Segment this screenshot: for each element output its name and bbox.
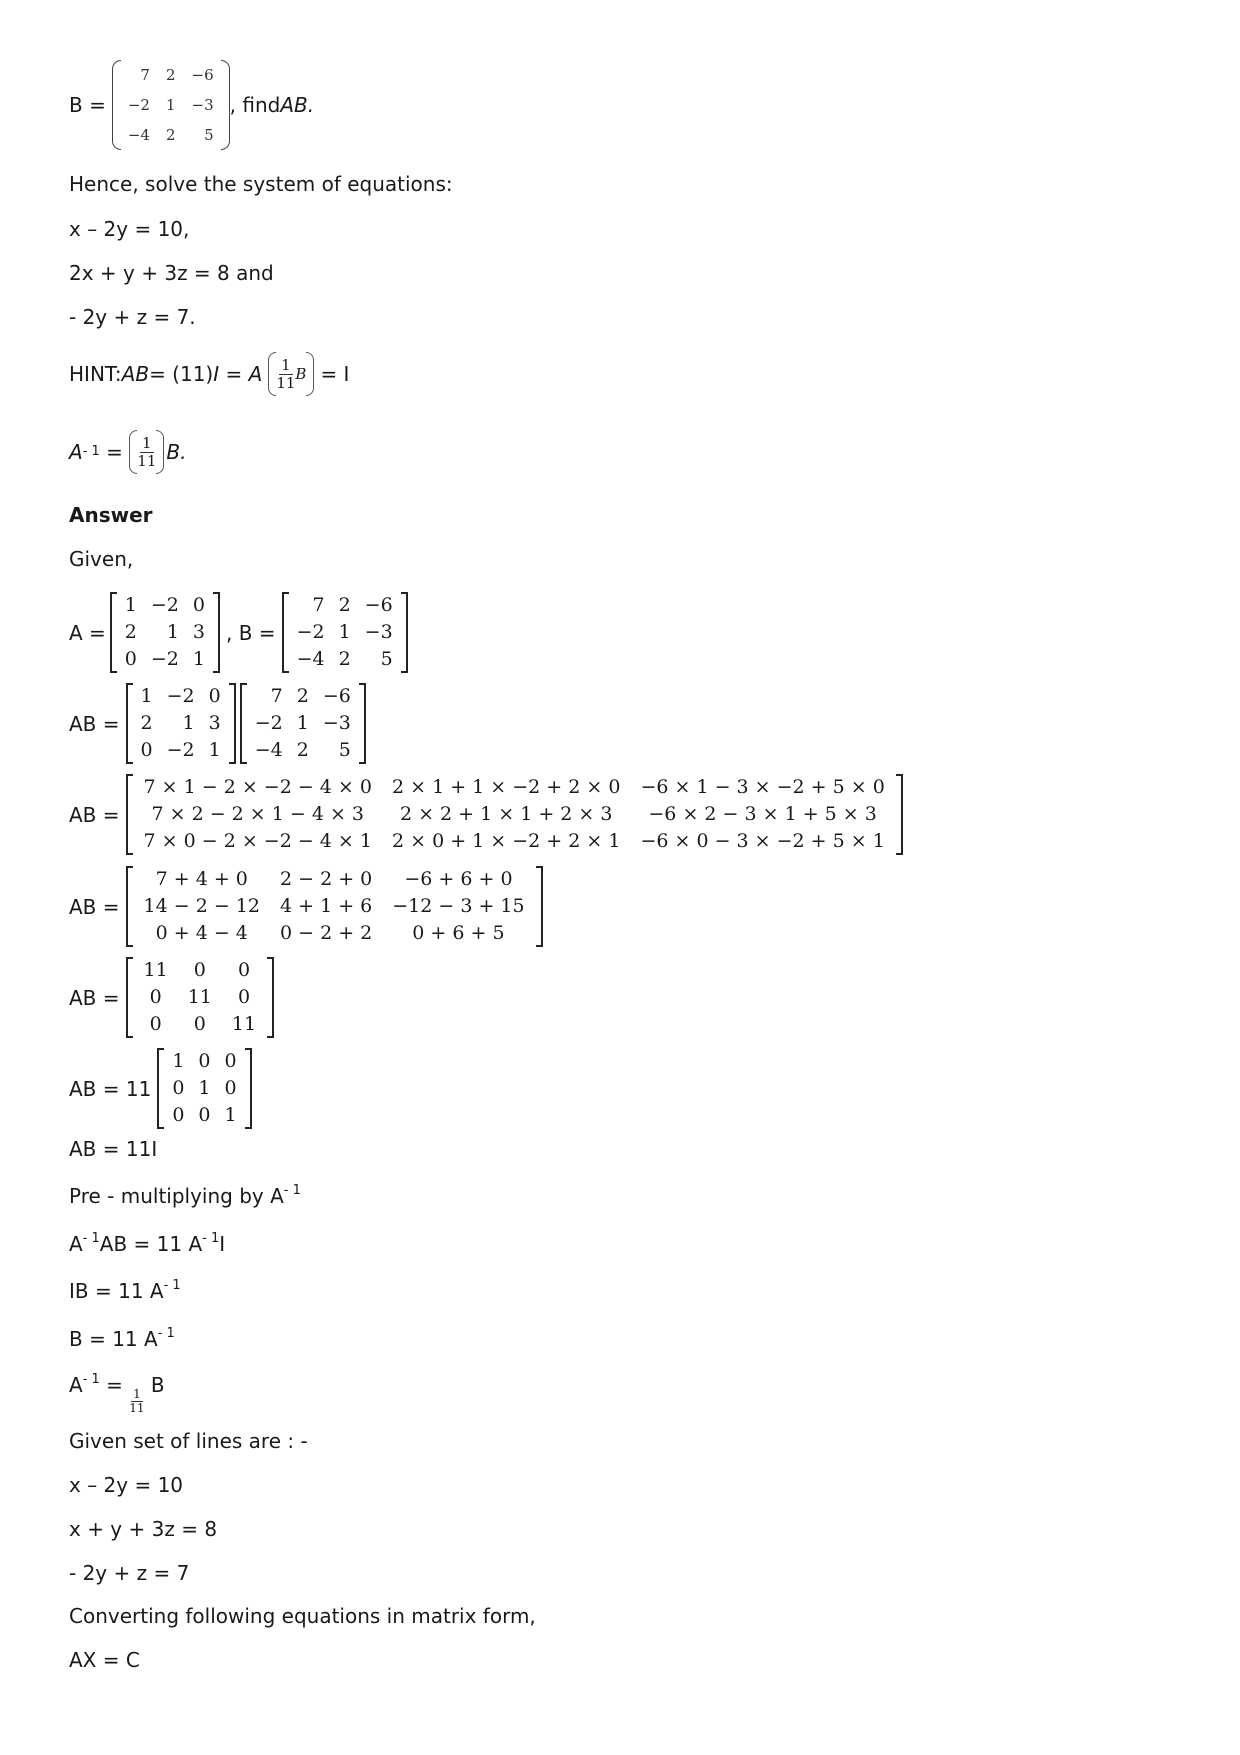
ab-expanded-table [134,774,895,855]
matrix-cell: 0 [193,1013,206,1035]
hint-mid: = (11) [149,362,214,386]
matrix-cell: 0 [172,1104,185,1126]
inv-den: 11 [137,451,157,470]
matrix-cell: −6 × 2 − 3 × 1 + 5 × 3 [648,803,877,825]
pre-multiply-line [69,1183,301,1209]
matrix-row [165,1102,243,1129]
line-eq-1: x – 2y = 10 [69,1473,184,1497]
matrix-cell: 0 [149,1013,162,1035]
matrix-cell: −2 [127,96,150,114]
pre-multiply-text: Pre - multiplying by A [69,1184,284,1208]
matrix-row [165,1048,243,1075]
step-1-sup-2: - 1 [202,1231,220,1246]
matrix-cell: 2 − 2 + 0 [279,868,373,890]
hint-den: 11 [276,373,296,392]
ab-11i: AB = 11I [69,1137,158,1161]
matrix-cell: −6 × 1 − 3 × −2 + 5 × 0 [640,776,885,798]
matrix-row [134,1011,267,1038]
matrix-cell: 2 × 0 + 1 × −2 + 2 × 1 [391,830,621,852]
convert-text: Converting following equations in matrix form, [69,1604,536,1628]
step-4-a: A [69,1373,83,1397]
matrix-cell: −4 [127,126,150,144]
matrix-cell: 3 [192,621,205,643]
matrix-cell: 0 [140,739,153,761]
matrix-cell: 5 [380,648,393,670]
matrix-row [290,619,400,646]
matrix-row [134,957,267,984]
matrix-cell: 2 [165,66,176,84]
matrix-cell: 3 [208,712,221,734]
matrix-cell: 5 [204,126,214,144]
matrix-cell: −3 [322,712,351,734]
matrix-cell: 0 [224,1077,237,1099]
ab-a-matrix-table [134,683,228,764]
hence-text: Hence, solve the system of equations: [69,172,453,196]
matrix-row [248,710,358,737]
ab-identity-line [69,1048,252,1129]
matrix-cell: 2 [296,739,309,761]
matrix-cell: −2 [296,621,325,643]
matrix-cell: 0 [237,986,251,1008]
matrix-row [118,646,212,673]
ab-label-2: AB = [69,802,120,827]
matrix-cell: 11 [143,959,168,981]
given-text: Given, [69,547,134,571]
b-matrix-table [120,60,222,150]
matrix-cell: 11 [231,1013,257,1035]
matrix-cell: 7 [312,594,325,616]
matrix-cell: 1 [338,621,351,643]
equation-1: x – 2y = 10, [69,217,190,241]
matrix-row [134,893,535,920]
matrix-cell: 1 [165,96,176,114]
matrix-row [290,592,400,619]
hint-eq: = [219,362,249,386]
matrix-cell: 1 [124,594,137,616]
ab-expanded-line [69,774,903,855]
find-var: AB. [280,93,315,117]
step-3-sup: - 1 [157,1326,175,1341]
matrix-cell: 1 [198,1077,211,1099]
matrix-cell: 2 [124,621,137,643]
pre-multiply-sup: - 1 [283,1183,301,1198]
hint-end: = I [320,362,350,386]
matrix-cell: −6 × 0 − 3 × −2 + 5 × 1 [640,830,885,852]
b-label: B = [69,93,106,117]
step-4-sup: - 1 [82,1372,100,1387]
matrix-cell: −2 [166,739,195,761]
matrix-cell: 0 − 2 + 2 [279,922,373,944]
inv-b: B. [166,440,187,464]
matrix-row [290,646,400,673]
matrix-row [120,90,222,120]
matrix-cell: −3 [191,96,214,114]
matrix-cell: 0 + 6 + 5 [412,922,505,944]
matrix-cell: 0 [192,594,205,616]
matrix-cell: 1 [224,1104,237,1126]
ab-result-matrix [126,957,275,1038]
step-1-b: AB = 11 A [99,1232,203,1256]
matrix-row [134,828,895,855]
matrix-cell: 2 [140,712,153,734]
step-2-sup: - 1 [163,1278,181,1293]
matrix-cell: −2 [150,648,179,670]
step-4 [69,1372,165,1415]
matrix-cell: −6 [191,66,214,84]
matrix-row [118,592,212,619]
matrix-cell: 1 [296,712,309,734]
matrix-row [165,1075,243,1102]
matrix-cell: 1 [192,648,205,670]
matrix-cell: 2 [165,126,176,144]
ab-product-line [69,683,366,764]
matrix-cell: 2 × 2 + 1 × 1 + 2 × 3 [399,803,613,825]
matrix-cell: 0 [193,959,206,981]
matrix-cell: 1 [140,685,153,707]
matrix-cell: 0 [198,1104,211,1126]
equation-3: - 2y + z = 7. [69,305,196,329]
question-b-matrix-line [69,60,314,150]
hint-line [69,350,349,398]
matrix-cell: −6 [364,594,393,616]
step-1 [69,1231,225,1257]
matrix-cell: 7 [270,685,283,707]
b-matrix [112,60,230,150]
matrix-cell: −6 [322,685,351,707]
ab-label-1: AB = [69,711,120,736]
matrix-cell: 7 × 0 − 2 × −2 − 4 × 1 [143,830,372,852]
matrix-row [120,60,222,90]
equation-2: 2x + y + 3z = 8 and [69,261,274,285]
matrix-row [118,619,212,646]
matrix-cell: 2 [338,594,351,616]
ab-summed-matrix [126,866,543,947]
matrix-row [134,737,228,764]
matrix-cell: −6 + 6 + 0 [404,868,513,890]
ab-label-4: AB = [69,985,120,1010]
find-text: , find [229,93,281,117]
inv-a: A [69,440,83,464]
ab-expanded-matrix [126,774,903,855]
b-matrix-answer-table [290,592,400,673]
step-2-text: IB = 11 A [69,1279,164,1303]
step-1-sup-1: - 1 [82,1231,100,1246]
hint-num: 1 [281,355,291,374]
matrix-cell: 0 [237,959,251,981]
step-1-a: A [69,1232,83,1256]
ab-label-3: AB = [69,894,120,919]
matrix-cell: 1 [182,712,195,734]
matrix-row [134,920,535,947]
matrix-cell: 0 + 4 − 4 [155,922,248,944]
ab-result-table [134,957,267,1038]
hint-fraction [276,357,295,392]
ab-result-line [69,957,274,1038]
matrix-cell: −3 [364,621,393,643]
identity-matrix [157,1048,251,1129]
matrix-cell: 14 − 2 − 12 [143,895,260,917]
matrix-cell: 7 [140,66,150,84]
hint-label: HINT: [69,362,122,386]
matrix-cell: 4 + 1 + 6 [279,895,373,917]
inv-eq: = [99,440,130,464]
matrix-row [134,801,895,828]
matrix-cell: 1 [172,1050,185,1072]
b-matrix-answer [282,592,408,673]
matrix-cell: 0 [124,648,137,670]
a-matrix [110,592,220,673]
matrix-cell: −4 [254,739,283,761]
matrix-cell: 2 [296,685,309,707]
matrix-cell: 1 [208,739,221,761]
matrix-cell: 0 [208,685,221,707]
matrix-cell: 7 + 4 + 0 [155,868,248,890]
matrix-row [248,683,358,710]
line-eq-2: x + y + 3z = 8 [69,1517,218,1541]
identity-table [165,1048,243,1129]
step-4-eq: = [99,1373,130,1397]
matrix-cell: 0 [224,1050,237,1072]
axc-text: AX = C [69,1648,140,1672]
line-eq-3: - 2y + z = 7 [69,1561,190,1585]
ab-summed-line [69,866,543,947]
matrix-row [134,710,228,737]
matrix-cell: 0 [198,1050,211,1072]
hint-a: A [248,362,263,386]
matrix-cell: 5 [338,739,351,761]
matrix-cell: 1 [166,621,179,643]
ab-b-matrix [240,683,366,764]
step-1-c: I [219,1232,226,1256]
matrix-cell: 2 × 1 + 1 × −2 + 2 × 0 [391,776,621,798]
a-label: A = [69,620,106,645]
comma-b-label: , B = [226,620,276,645]
a-matrix-table [118,592,212,673]
inverse-hint-line: A - 1 = $\frac{1}{11}$ B. [69,428,186,476]
hint-b: B [295,365,307,383]
matrix-cell: 2 [338,648,351,670]
ab-a-matrix [126,683,236,764]
step-4-b: B [144,1373,165,1397]
matrix-cell: −12 − 3 + 15 [392,895,525,917]
hint-paren [268,350,314,398]
matrix-row [134,866,535,893]
matrix-cell: −2 [166,685,195,707]
step-4-num: 1 [133,1387,141,1401]
step-2 [69,1278,181,1304]
hint-ab: AB [121,362,150,386]
step-3-text: B = 11 A [69,1327,158,1351]
matrix-cell: 0 [149,986,162,1008]
step-4-fraction [129,1388,144,1415]
inv-paren [129,428,164,476]
matrix-row [134,683,228,710]
matrix-cell: 11 [187,986,212,1008]
inv-num: 1 [142,433,152,452]
lines-intro: Given set of lines are : - [69,1429,308,1453]
matrix-cell: −2 [254,712,283,734]
answer-heading: Answer [69,503,153,527]
inv-fraction [137,435,156,470]
matrix-cell: −2 [150,594,179,616]
matrix-row [248,737,358,764]
matrix-cell: 0 [172,1077,185,1099]
matrix-cell: −4 [296,648,325,670]
matrix-cell: 7 × 1 − 2 × −2 − 4 × 0 [143,776,372,798]
ab-summed-table [134,866,535,947]
hint-i: I [213,362,220,386]
ab-b-matrix-table [248,683,358,764]
matrix-row [134,984,267,1011]
matrix-row [134,774,895,801]
ab-11-label: AB = 11 [69,1076,152,1101]
given-matrices-line [69,592,408,673]
matrix-row [120,120,222,150]
step-4-den: 11 [129,1401,145,1415]
step-3 [69,1326,175,1352]
matrix-cell: 7 × 2 − 2 × 1 − 4 × 3 [151,803,365,825]
